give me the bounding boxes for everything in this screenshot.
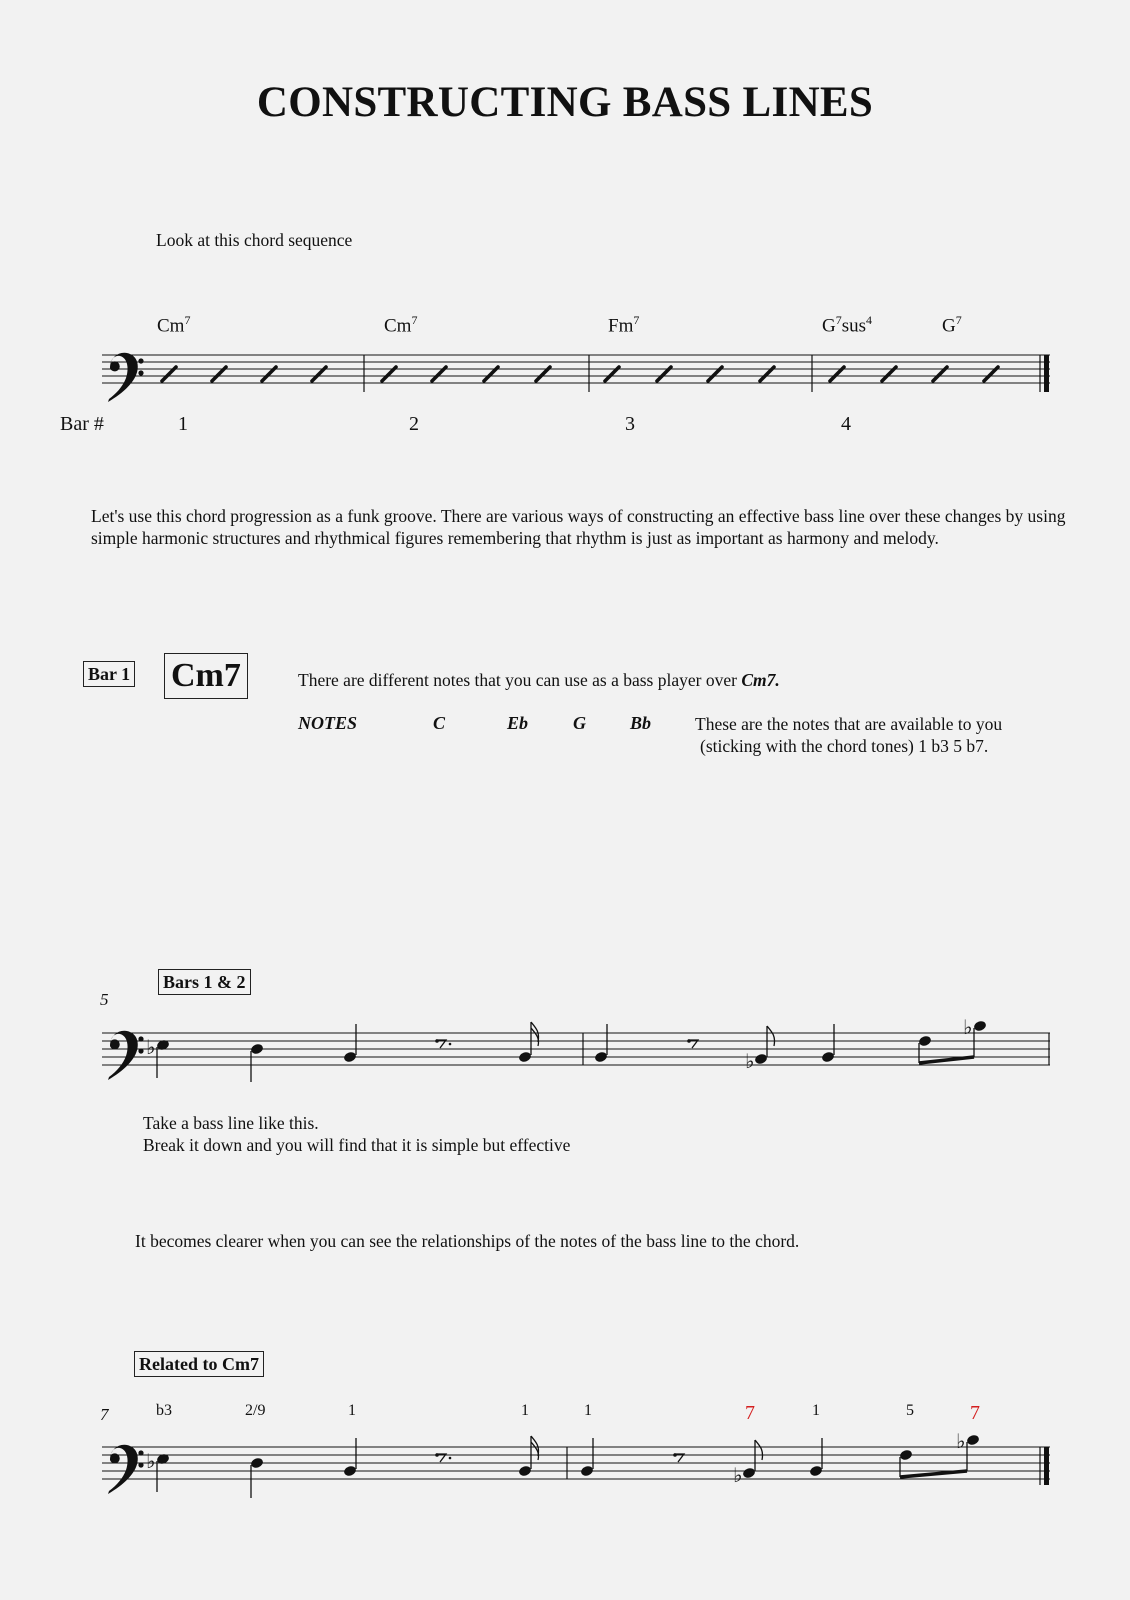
bass-clef-icon — [108, 1031, 144, 1080]
analysis-label: 1 — [584, 1402, 592, 1419]
bass-clef-icon — [108, 1445, 144, 1494]
related-staff — [102, 1429, 1050, 1498]
analysis-label-highlight: 7 — [970, 1402, 980, 1424]
svg-text:♭: ♭ — [733, 1463, 743, 1487]
notes-label: NOTES — [298, 713, 358, 733]
analysis-label: b3 — [156, 1402, 172, 1419]
slash-staff — [102, 353, 1050, 402]
svg-text:♭: ♭ — [956, 1429, 966, 1453]
analysis-label: 2/9 — [245, 1402, 266, 1419]
chord-symbol: $G^7$ — [942, 313, 962, 337]
svg-text:♭: ♭ — [963, 1015, 973, 1039]
chord-symbol: Cm$^7$ — [384, 313, 418, 337]
analysis-label-highlight: 7 — [745, 1402, 755, 1424]
bars-1-2-label: Bars 1 & 2 — [158, 969, 251, 995]
intro-text: Look at this chord sequence — [156, 230, 353, 250]
svg-text:♭: ♭ — [146, 1035, 156, 1059]
analysis-label: 1 — [348, 1402, 356, 1419]
note-name: G — [573, 713, 586, 733]
chord-symbol: Fm$^7$ — [608, 313, 640, 337]
chord-reference: Cm7. — [741, 670, 780, 690]
related-to-cm7-label: Related to Cm7 — [134, 1351, 264, 1377]
svg-text:♭: ♭ — [146, 1449, 156, 1473]
measure-number: 5 — [100, 990, 109, 1009]
bar-number: 2 — [409, 413, 419, 435]
take-line-text: Take a bass line like this. — [143, 1113, 319, 1133]
note-name: Bb — [630, 713, 652, 733]
bar-1-label: Bar 1 — [83, 661, 135, 687]
bar-number-label: Bar # — [60, 413, 104, 435]
break-down-text: Break it down and you will find that it is simple but effective — [143, 1135, 571, 1155]
chord-symbol: Cm$^7$ — [157, 313, 191, 337]
bar-number: 1 — [178, 413, 188, 435]
bar-number: 3 — [625, 413, 635, 435]
chord-symbol: $G^7sus^4$ — [822, 313, 873, 337]
analysis-label: 1 — [521, 1402, 529, 1419]
intro-paragraph: Let's use this chord progression as a funk groove. There are various ways of constructing an effective bass line over these changes by using simple harmonic structures and rhythmical figures remembering that rhythm is just as important as harmony and melody. — [91, 506, 1066, 548]
bass-clef-icon — [108, 353, 144, 402]
cm7-chord-box: Cm7 — [164, 653, 248, 699]
page-title: CONSTRUCTING BASS LINES — [256, 79, 874, 126]
notes-description: These are the notes that are available to you — [695, 714, 1003, 734]
bar-number: 4 — [841, 413, 851, 435]
analysis-label: 1 — [812, 1402, 820, 1419]
svg-text:♭: ♭ — [745, 1049, 755, 1073]
notes-description-2: (sticking with the chord tones) 1 b3 5 b7. — [700, 736, 989, 756]
note-name: Eb — [507, 713, 529, 733]
clearer-text: It becomes clearer when you can see the relationships of the notes of the bass line to the chord. — [135, 1231, 800, 1251]
note-name: C — [433, 713, 446, 733]
measure-number: 7 — [100, 1405, 109, 1424]
analysis-label: 5 — [906, 1402, 914, 1419]
bass-line-staff — [102, 1015, 1050, 1082]
bar-1-description: There are different notes that you can use as a bass player over Cm7. — [298, 670, 780, 690]
